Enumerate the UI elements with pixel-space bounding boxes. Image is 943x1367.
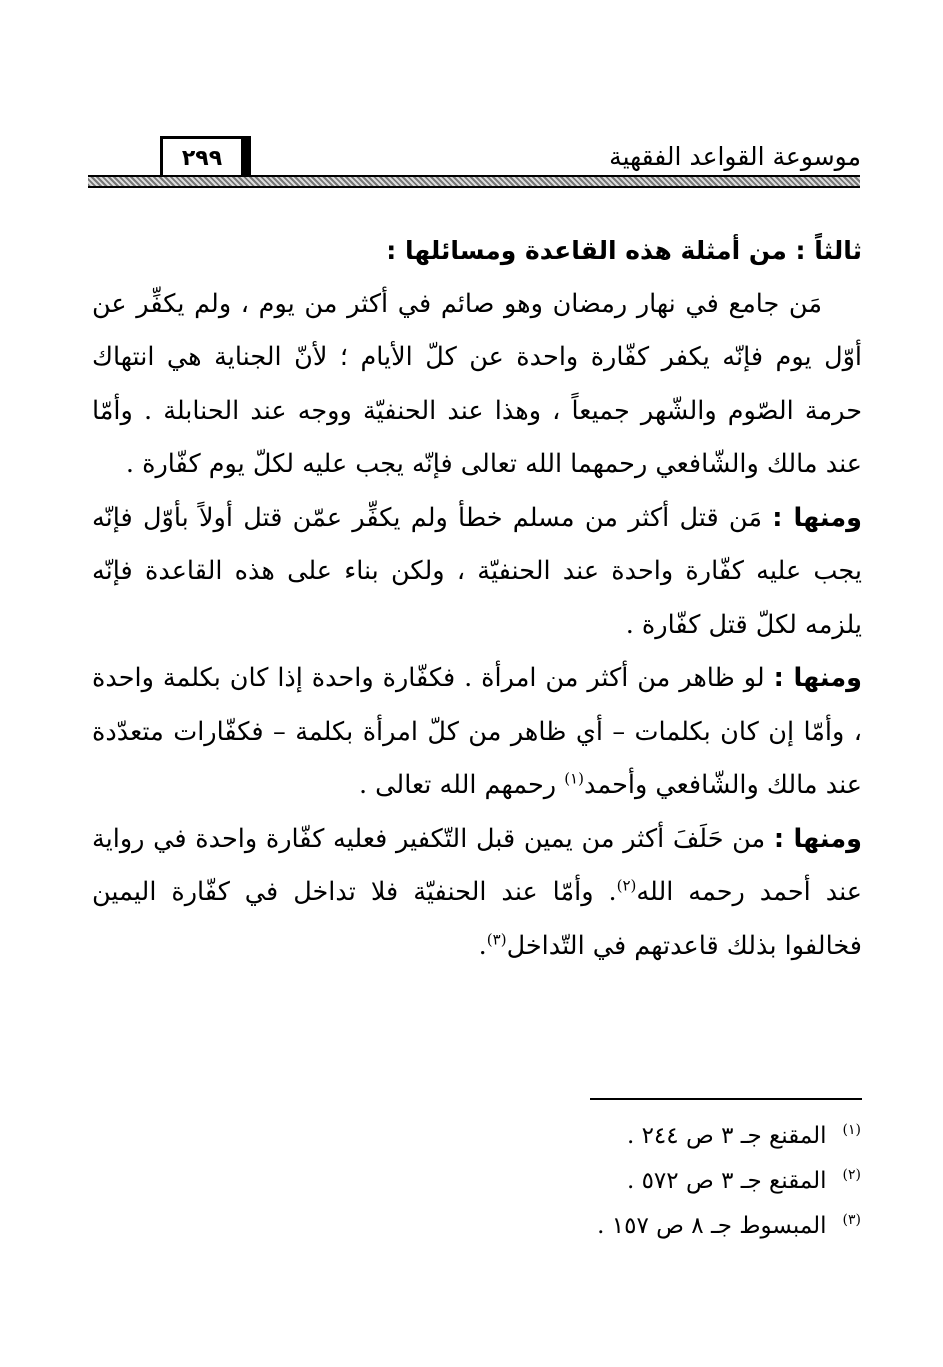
footnote-text: المقنع جـ ٣ ص ٢٤٤ . (626, 1123, 827, 1149)
paragraph-lead: ومنها : (773, 823, 862, 854)
paragraph-2: ومنها : مَن قتل أكثر من مسلم خطأ ولم يكفِّر عمّن قتل أولاً بأوّل فإنّه يجب عليه كفّارة واحدة عند الحنفيّة ، ولكن بناء على هذه القاعدة فإنّه يلزمه لكلّ قتل كفّارة . (92, 502, 862, 640)
footnote-1 (361, 1114, 861, 1159)
footnote-ref-2[interactable]: (٢) (616, 876, 637, 895)
paragraph-3: ومنها : لو ظاهر من أكثر من امرأة . فكفّارة واحدة إذا كان بكلمة واحدة ، وأمّا إن كان بكلمات – أي ظاهر من كلّ امرأة بكلمة – فكفّارات متعدّدة عند مالك والشّافعي وأحمد$^{(١)}$ رحمهم الله تعالى . (92, 663, 862, 800)
footnote-text: المبسوط جـ ٨ ص ١٥٧ . (597, 1213, 827, 1239)
paragraph-4: ومنها : من حَلَفَ أكثر من يمين قبل التّكفير فعليه كفّارة واحدة في رواية عند أحمد رحمه الله$^{(٢)}$. وأمّا عند الحنفيّة فلا تداخل في كفّارة اليمين فخالفوا بذلك قاعدتهم في التّداخل$^{(٣)}$. (92, 823, 862, 961)
footnote-3 (361, 1204, 861, 1249)
paragraph-lead: ومنها : (772, 502, 862, 533)
footnotes (361, 1114, 861, 1249)
footnote-separator (590, 1098, 862, 1100)
footnote-2 (361, 1159, 861, 1204)
paragraph-lead: ومنها : (773, 663, 862, 693)
page-number-box (160, 136, 244, 179)
section-heading: ثالثاً : من أمثلة هذه القاعدة ومسائلها : (386, 236, 862, 265)
main-text (92, 224, 862, 973)
running-header-title: موسوعة القواعد الفقهية (609, 142, 861, 171)
footnote-text: المقنع جـ ٣ ص ٥٧٢ . (626, 1168, 827, 1194)
paragraph-1: مَن جامع في نهار رمضان وهو صائم في أكثر من يوم ، ولم يكفِّر عن أوّل يوم فإنّه يكفر كفّارة واحدة عن كلّ الأيام ؛ لأنّ الجناية هي انتهاك حرمة الصّوم والشّهر جميعاً ، وهذا عند الحنفيّة ووجه عند الحنابلة . وأمّا عند مالك والشّافعي رحمهما الله تعالى فإنّه يجب عليه لكلّ يوم كفّارة . (92, 288, 862, 479)
footnote-ref-3[interactable]: (٣) (486, 930, 507, 948)
footnote-mark: (١) (842, 1122, 861, 1139)
footnote-mark: (٢) (842, 1167, 861, 1184)
page-number: ٢٩٩ (181, 146, 223, 171)
header-rule (88, 175, 860, 188)
footnote-mark: (٣) (842, 1212, 861, 1229)
footnote-ref-1[interactable]: (١) (564, 769, 584, 788)
